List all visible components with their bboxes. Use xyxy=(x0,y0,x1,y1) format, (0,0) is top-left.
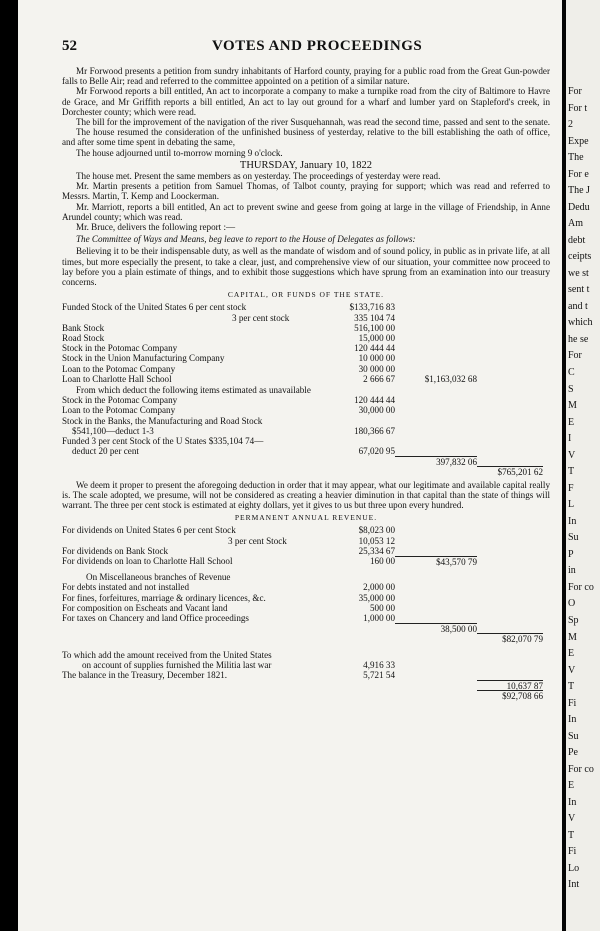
table-row xyxy=(62,680,550,690)
table-row xyxy=(62,426,550,436)
table-row xyxy=(62,313,550,323)
adjacent-page-fragment: Expe xyxy=(568,136,589,147)
row-amount: 160 00 xyxy=(369,556,395,567)
adjacent-page-fragment: Dedu xyxy=(568,202,590,213)
capital-table xyxy=(62,302,550,476)
table-row xyxy=(62,690,550,700)
paragraph: The house resumed the consideration of the unfinished business of yesterday, relative to the bill establishing the oath of office, and after some time spent in debating the same, xyxy=(62,127,550,148)
row-amount: 15,000 00 xyxy=(358,333,395,344)
row-label: Funded Stock of the United States 6 per cent stock xyxy=(62,302,247,313)
adjacent-page-fragment: For xyxy=(568,86,582,97)
adjacent-page-fragment: T xyxy=(568,681,575,692)
row-amount: 10,053 12 xyxy=(358,535,395,546)
paragraph: The house adjourned until to-morrow morning 9 o'clock. xyxy=(76,147,283,158)
row-amount: 67,020 95 xyxy=(358,446,395,457)
deem-paragraph: We deem it proper to present the aforegoing deduction in order that it may appear, what our legitimate and available capital really is. The scale adopted, we presume, will not be considered as creating a heavier diminution in that capital than the state of things will warrant. The three per cent stock is estimated at eighty dollars, yet it gives to us but three upon every hundred. xyxy=(62,479,550,511)
row-label: deduct 20 per cent xyxy=(72,446,139,457)
table-row xyxy=(62,436,550,446)
adjacent-page-fragment: which xyxy=(568,317,593,328)
misc-total: 38,500 00 xyxy=(395,623,477,633)
adjacent-page-fragment: In xyxy=(568,797,577,808)
adjacent-page-fragment: F xyxy=(568,483,574,494)
table-row xyxy=(62,333,550,343)
adjacent-page-fragment: he se xyxy=(568,334,589,345)
paragraph: Mr. Bruce, delivers the following report :— xyxy=(76,222,236,233)
page-number: 52 xyxy=(62,38,77,54)
adjacent-page-fragment: For co xyxy=(568,582,594,593)
table-row xyxy=(62,613,550,623)
row-amount: 30 000 00 xyxy=(358,363,395,374)
adjacent-page-fragment: V xyxy=(568,450,576,461)
table-row xyxy=(62,572,550,582)
table-row xyxy=(62,603,550,613)
adjacent-page-fragment: 2 xyxy=(568,119,573,130)
adjacent-page-fragment: Fi xyxy=(568,846,577,857)
adjacent-page-fragment: C xyxy=(568,367,575,378)
page-header xyxy=(62,38,532,56)
adjacent-page-fragment: M xyxy=(568,400,577,411)
row-amount xyxy=(338,436,395,446)
row-label: Bank Stock xyxy=(62,322,105,333)
adjacent-page-fragment: Int xyxy=(568,879,580,890)
adjacent-page-fragment: In xyxy=(568,516,577,527)
table-row xyxy=(62,525,550,535)
table-row xyxy=(62,323,550,333)
paragraph: Mr Forwood reports a bill entitled, An act to incorporate a company to make a turnpike road from the city of Baltimore to Havre de Grace, and Mr Griffith reports a bill entitled, An act to lay out ground for a wharf and lumber yard on Stapleford's creek, in Dorchester county; which were read. xyxy=(62,86,550,117)
row-amount: 2 666 67 xyxy=(363,373,395,384)
row-amount: 30,000 00 xyxy=(358,405,395,416)
adjacent-page-fragment: V xyxy=(568,665,576,676)
adjacent-page-edge xyxy=(566,0,600,931)
row-label: Stock in the Banks, the Manufacturing and Road Stock xyxy=(62,415,263,426)
row-label: For composition on Escheats and Vacant land xyxy=(62,602,228,613)
table-row xyxy=(62,660,550,670)
row-amount: 10 000 00 xyxy=(358,353,395,364)
row-amount: 1,000 00 xyxy=(363,612,395,623)
table-row xyxy=(62,582,550,592)
table-row xyxy=(62,343,550,353)
table-row xyxy=(62,623,550,633)
row-amount: $8,023 00 xyxy=(358,525,395,536)
row-label: Funded 3 per cent Stock of the U States $335,104 74— xyxy=(62,435,264,446)
adjacent-page-fragment: we st xyxy=(568,268,589,279)
row-amount: 5,721 54 xyxy=(363,669,395,680)
row-amount: 2,000 00 xyxy=(363,582,395,593)
running-total: $82,070 79 xyxy=(477,633,543,643)
table-row xyxy=(62,466,550,476)
row-label: Stock in the Union Manufacturing Company xyxy=(62,353,225,364)
adjacent-page-fragment: debt xyxy=(568,235,586,246)
table-row xyxy=(62,650,550,660)
table-row xyxy=(62,364,550,374)
adjacent-page-fragment: V xyxy=(568,813,576,824)
row-label: Loan to the Potomac Company xyxy=(62,405,176,416)
adjacent-page-fragment: Am xyxy=(568,218,583,229)
adjacent-page-fragment: The J xyxy=(568,185,590,196)
table-row xyxy=(62,374,550,384)
adjacent-page-fragment: M xyxy=(568,632,577,643)
adjacent-page-fragment: Fi xyxy=(568,698,577,709)
report-intro: The Committee of Ways and Means, beg leave to report to the House of Delegates as follows: xyxy=(76,234,416,245)
row-label: Road Stock xyxy=(62,333,105,344)
adjacent-page-fragment: For co xyxy=(568,764,594,775)
capital-heading: CAPITAL, OR FUNDS OF THE STATE. xyxy=(227,290,385,300)
capital-total: $1,163,032 68 xyxy=(424,373,477,384)
adjacent-page-fragment: in xyxy=(568,565,576,576)
report-paragraph: Believing it to be their indispensable duty, as well as the mandate of wisdom and of sound policy, in public as in private life, at all times, but more especially the present, to take a clear, just, and comprehensive view of our situation, your committee now proceed to lay before you a plain estimate of things, and to exhibit those suggestions which have sprung from an examination into our treasury concerns. xyxy=(62,246,550,288)
row-label: $541,100—deduct 1-3 xyxy=(72,425,154,436)
adjacent-page-fragment: P xyxy=(568,549,574,560)
paragraph: The house met. Present the same members as on yesterday. The proceedings of yesterday were read. xyxy=(76,171,441,182)
grand-total: $92,708 66 xyxy=(477,690,543,700)
table-row xyxy=(62,593,550,603)
adjacent-page-fragment: T xyxy=(568,830,575,841)
revenue-heading: PERMANENT ANNUAL REVENUE. xyxy=(234,513,378,523)
paragraph: Mr. Marriott, reports a bill entitled, An act to prevent swine and geese from going at large in the village of Friendship, in Anne Arundel county; which was read. xyxy=(62,201,550,222)
table-row xyxy=(62,670,550,680)
table-row xyxy=(62,405,550,415)
paragraph: Mr Forwood presents a petition from sundry inhabitants of Harford county, praying for a public road from the Great Gun-powder falls to Belle Air; read and referred to the committee appointed on a petition of a similar nature. xyxy=(62,66,550,87)
adjacent-page-fragment: E xyxy=(568,780,575,791)
row-label: on account of supplies furnished the Militia last war xyxy=(82,659,272,670)
table-row xyxy=(62,456,550,466)
table-row xyxy=(62,395,550,405)
row-amount: 25,334 67 xyxy=(358,545,395,556)
adjacent-page-fragment: E xyxy=(568,417,575,428)
adjacent-page-fragment: L xyxy=(568,499,575,510)
deduct-intro: From which deduct the following items estimated as unavailable xyxy=(76,384,311,395)
add-total: 10,637 87 xyxy=(477,680,543,690)
adjacent-page-fragment: Su xyxy=(568,532,579,543)
table-row xyxy=(62,353,550,363)
deduct-total: 397,832 06 xyxy=(395,456,477,466)
row-label: To which add the amount received from the United States xyxy=(62,649,272,660)
adjacent-page-fragment: and t xyxy=(568,301,588,312)
revenue-table xyxy=(62,525,550,700)
row-amount: 180,366 67 xyxy=(354,425,395,436)
net-capital-total: $765,201 62 xyxy=(477,466,543,476)
dividends-subtotal: $43,570 79 xyxy=(395,556,477,566)
adjacent-page-fragment: O xyxy=(568,598,576,609)
row-amount: 516,100 00 xyxy=(354,322,395,333)
row-label: For dividends on Bank Stock xyxy=(62,545,169,556)
table-row xyxy=(62,633,550,643)
misc-heading: On Miscellaneous branches of Revenue xyxy=(86,572,231,583)
row-label: The balance in the Treasury, December 1821. xyxy=(62,669,228,680)
adjacent-page-fragment: I xyxy=(568,433,572,444)
adjacent-page-fragment: In xyxy=(568,714,577,725)
table-row xyxy=(62,416,550,426)
row-label: Stock in the Potomac Company xyxy=(62,395,178,406)
row-label: 3 per cent stock xyxy=(232,312,290,323)
page-body xyxy=(62,66,550,700)
paragraph: Mr. Martin presents a petition from Samuel Thomas, of Talbot county, praying for support; which was read and referred to Messrs. Martin, T. Kemp and Loockerman. xyxy=(62,181,550,202)
row-label: Loan to Charlotte Hall School xyxy=(62,373,172,384)
row-label: Loan to the Potomac Company xyxy=(62,363,176,374)
adjacent-page-fragment: For t xyxy=(568,103,588,114)
date-heading: THURSDAY, January 10, 1822 xyxy=(239,159,373,171)
table-row xyxy=(62,446,550,456)
table-row xyxy=(62,302,550,312)
adjacent-page-fragment: Sp xyxy=(568,615,579,626)
table-row xyxy=(62,536,550,546)
table-row xyxy=(62,556,550,566)
adjacent-page-fragment: Pe xyxy=(568,747,578,758)
row-amount xyxy=(338,416,395,426)
row-label: For dividends on loan to Charlotte Hall School xyxy=(62,556,233,567)
row-label: 3 per cent Stock xyxy=(228,535,287,546)
adjacent-page-fragment: E xyxy=(568,648,575,659)
row-label: For debts instated and not installed xyxy=(62,582,190,593)
adjacent-page-fragment: For xyxy=(568,350,582,361)
row-amount: 4,916 33 xyxy=(363,659,395,670)
adjacent-page-fragment: S xyxy=(568,384,574,395)
adjacent-page-fragment: Su xyxy=(568,731,579,742)
row-label: For dividends on United States 6 per cent Stock xyxy=(62,525,236,536)
adjacent-page-fragment: ceipts xyxy=(568,251,592,262)
row-label: For fines, forfeitures, marriage & ordinary licences, &c. xyxy=(62,592,266,603)
adjacent-page-fragment: For e xyxy=(568,169,589,180)
row-amount: 335 104 74 xyxy=(354,312,395,323)
row-amount: 500 00 xyxy=(369,602,395,613)
table-row xyxy=(62,546,550,556)
page-title: VOTES AND PROCEEDINGS xyxy=(212,38,423,54)
paragraph: The bill for the improvement of the navigation of the river Susquehannah, was read the second time, passed and sent to the senate. xyxy=(76,117,550,128)
adjacent-page-fragment: The xyxy=(568,152,584,163)
adjacent-page-fragment: T xyxy=(568,466,575,477)
row-label: Stock in the Potomac Company xyxy=(62,343,178,354)
row-label: For taxes on Chancery and land Office proceedings xyxy=(62,612,249,623)
row-amount: $133,716 83 xyxy=(349,302,395,313)
adjacent-page-fragment: sent t xyxy=(568,284,590,295)
row-amount: 120 444 44 xyxy=(354,343,395,354)
adjacent-page-fragment: Lo xyxy=(568,863,580,874)
row-amount: 35,000 00 xyxy=(358,592,395,603)
row-amount: 120 444 44 xyxy=(354,395,395,406)
